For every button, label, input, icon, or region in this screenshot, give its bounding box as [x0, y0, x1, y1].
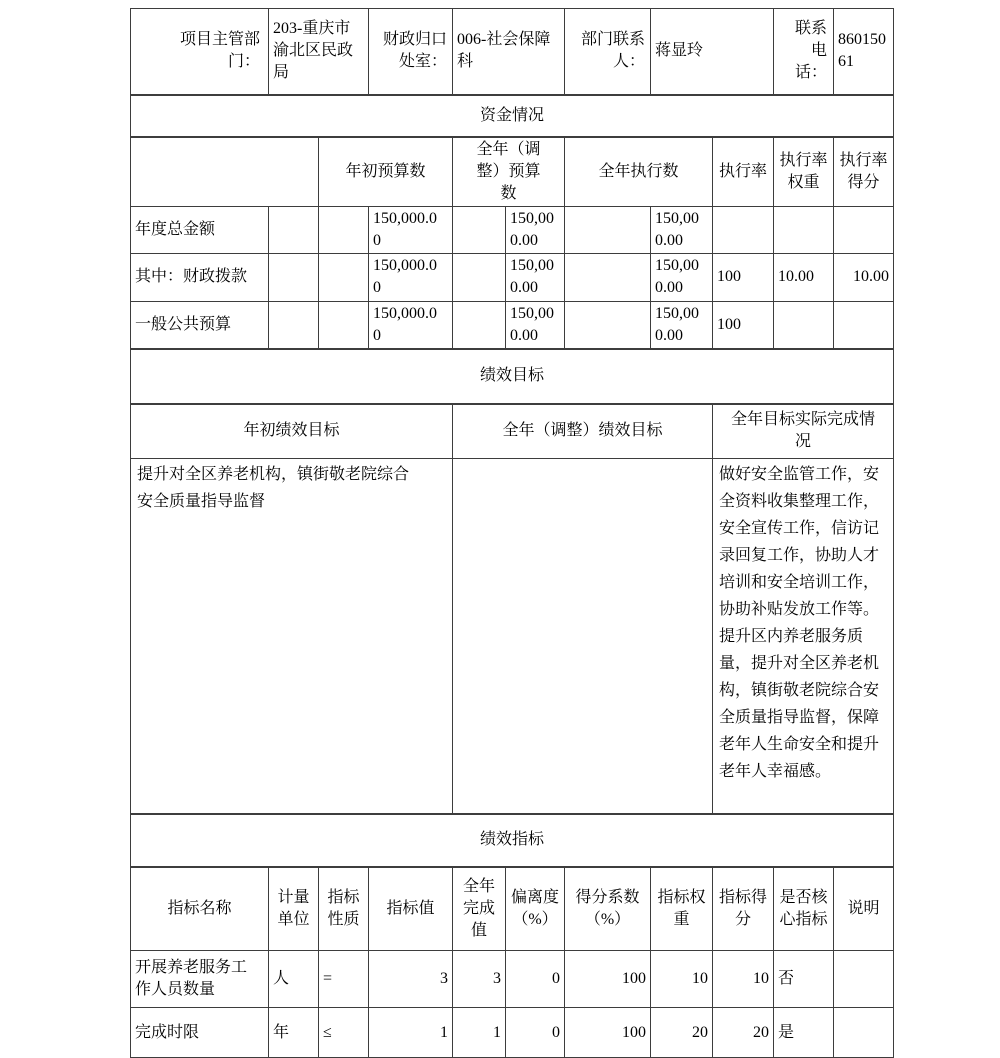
funding-executed-cell: 150,000.00	[651, 301, 713, 349]
funding-header-execution-rate: 执行率	[713, 137, 774, 207]
empty-cell	[453, 253, 506, 301]
indicator-header-deviation: 偏离度（%）	[506, 867, 565, 951]
indicator-is-core-cell: 是	[774, 1008, 834, 1058]
indicator-header-nature: 指标性质	[319, 867, 369, 951]
indicator-score-cell: 10	[713, 951, 774, 1008]
actual-completion-cell: 做好安全监管工作，安全资料收集整理工作，安全宣传工作，信访记录回复工作，协助人才培训和安全培训工作，协助补贴发放工作等。提升区内养老服务质量，提升对全区养老机构，镇街敬老院综合安全质量指导监督，保障老年人生命安全和提升老年人幸福感。	[713, 459, 894, 814]
finance-office-label: 财政归口处室：	[369, 9, 453, 95]
funding-header-row	[131, 137, 894, 207]
funding-header-executed: 全年执行数	[565, 137, 713, 207]
empty-cell	[565, 253, 651, 301]
indicator-deviation-cell: 0	[506, 1008, 565, 1058]
funding-section-row	[131, 95, 894, 137]
targets-header-initial: 年初绩效目标	[131, 404, 453, 459]
indicator-header-weight: 指标权重	[651, 867, 713, 951]
funding-rate-weight-cell: 10.00	[774, 253, 834, 301]
funding-rate-score-cell: 10.00	[834, 253, 894, 301]
finance-office-value: 006-社会保障科	[453, 9, 565, 95]
funding-name-cell: 其中：财政拨款	[131, 253, 269, 301]
indicators-section-row	[131, 814, 894, 867]
empty-cell	[319, 301, 369, 349]
funding-initial-budget-cell: 150,000.00	[369, 253, 453, 301]
indicator-weight-cell: 10	[651, 951, 713, 1008]
funding-adjusted-budget-cell: 150,000.00	[506, 253, 565, 301]
indicators-section-title: 绩效指标	[131, 814, 894, 867]
indicator-header-completed: 全年完成值	[453, 867, 506, 951]
funding-rate-weight-cell	[774, 206, 834, 253]
indicator-row	[131, 1008, 894, 1058]
contact-label: 部门联系人：	[565, 9, 651, 95]
empty-cell	[453, 206, 506, 253]
indicator-note-cell	[834, 1008, 894, 1058]
funding-header-rate-weight: 执行率权重	[774, 137, 834, 207]
funding-section-title: 资金情况	[131, 95, 894, 137]
indicator-score-coef-cell: 100	[565, 951, 651, 1008]
targets-content-row	[131, 459, 894, 814]
indicator-score-coef-cell: 100	[565, 1008, 651, 1058]
targets-header-actual: 全年目标实际完成情况	[713, 404, 894, 459]
adjusted-target-cell	[453, 459, 713, 814]
indicator-unit-cell: 年	[269, 1008, 319, 1058]
targets-header-adjusted: 全年（调整）绩效目标	[453, 404, 713, 459]
indicator-header-score: 指标得分	[713, 867, 774, 951]
funding-execution-rate-cell: 100	[713, 253, 774, 301]
funding-rate-score-cell	[834, 301, 894, 349]
indicator-header-is-core: 是否核心指标	[774, 867, 834, 951]
initial-target-cell: 提升对全区养老机构，镇街敬老院综合安全质量指导监督	[131, 459, 453, 814]
funding-adjusted-budget-cell: 150,000.00	[506, 301, 565, 349]
funding-header-rate-score: 执行率得分	[834, 137, 894, 207]
info-row	[131, 9, 894, 95]
funding-rate-score-cell	[834, 206, 894, 253]
funding-row	[131, 206, 894, 253]
indicator-target-cell: 3	[369, 951, 453, 1008]
empty-cell	[269, 206, 319, 253]
funding-rate-weight-cell	[774, 301, 834, 349]
dept-value: 203-重庆市渝北区民政局	[269, 9, 369, 95]
indicator-score-cell: 20	[713, 1008, 774, 1058]
empty-cell	[565, 206, 651, 253]
funding-initial-budget-cell: 150,000.00	[369, 206, 453, 253]
indicator-header-score-coef: 得分系数（%）	[565, 867, 651, 951]
empty-cell	[319, 253, 369, 301]
indicator-header-unit: 计量单位	[269, 867, 319, 951]
targets-header-row	[131, 404, 894, 459]
indicator-completed-cell: 3	[453, 951, 506, 1008]
indicator-nature-cell: =	[319, 951, 369, 1008]
funding-header-initial-budget: 年初预算数	[319, 137, 453, 207]
funding-executed-cell: 150,000.00	[651, 206, 713, 253]
indicator-completed-cell: 1	[453, 1008, 506, 1058]
funding-name-cell: 一般公共预算	[131, 301, 269, 349]
funding-row	[131, 301, 894, 349]
contact-value: 蒋显玲	[651, 9, 774, 95]
indicator-header-note: 说明	[834, 867, 894, 951]
indicator-header-name: 指标名称	[131, 867, 269, 951]
indicator-nature-cell: ≤	[319, 1008, 369, 1058]
empty-cell	[269, 253, 319, 301]
dept-label: 项目主管部门：	[131, 9, 269, 95]
indicator-unit-cell: 人	[269, 951, 319, 1008]
phone-value: 86015061	[834, 9, 894, 95]
funding-executed-cell: 150,000.00	[651, 253, 713, 301]
funding-adjusted-budget-cell: 150,000.00	[506, 206, 565, 253]
indicators-header-row	[131, 867, 894, 951]
targets-section-row	[131, 349, 894, 404]
performance-report-table	[130, 8, 894, 1058]
indicator-note-cell	[834, 951, 894, 1008]
indicator-header-target: 指标值	[369, 867, 453, 951]
indicator-deviation-cell: 0	[506, 951, 565, 1008]
funding-row	[131, 253, 894, 301]
funding-name-cell: 年度总金额	[131, 206, 269, 253]
empty-cell	[269, 301, 319, 349]
funding-initial-budget-cell: 150,000.00	[369, 301, 453, 349]
funding-header-adjusted-budget: 全年（调整）预算数	[453, 137, 565, 207]
phone-label: 联系电话：	[774, 9, 834, 95]
indicator-name-cell: 完成时限	[131, 1008, 269, 1058]
empty-cell	[565, 301, 651, 349]
indicator-name-cell: 开展养老服务工作人员数量	[131, 951, 269, 1008]
funding-execution-rate-cell	[713, 206, 774, 253]
funding-execution-rate-cell: 100	[713, 301, 774, 349]
indicator-is-core-cell: 否	[774, 951, 834, 1008]
funding-header-blank	[131, 137, 319, 207]
indicator-row	[131, 951, 894, 1008]
empty-cell	[453, 301, 506, 349]
empty-cell	[319, 206, 369, 253]
targets-section-title: 绩效目标	[131, 349, 894, 404]
indicator-weight-cell: 20	[651, 1008, 713, 1058]
indicator-target-cell: 1	[369, 1008, 453, 1058]
